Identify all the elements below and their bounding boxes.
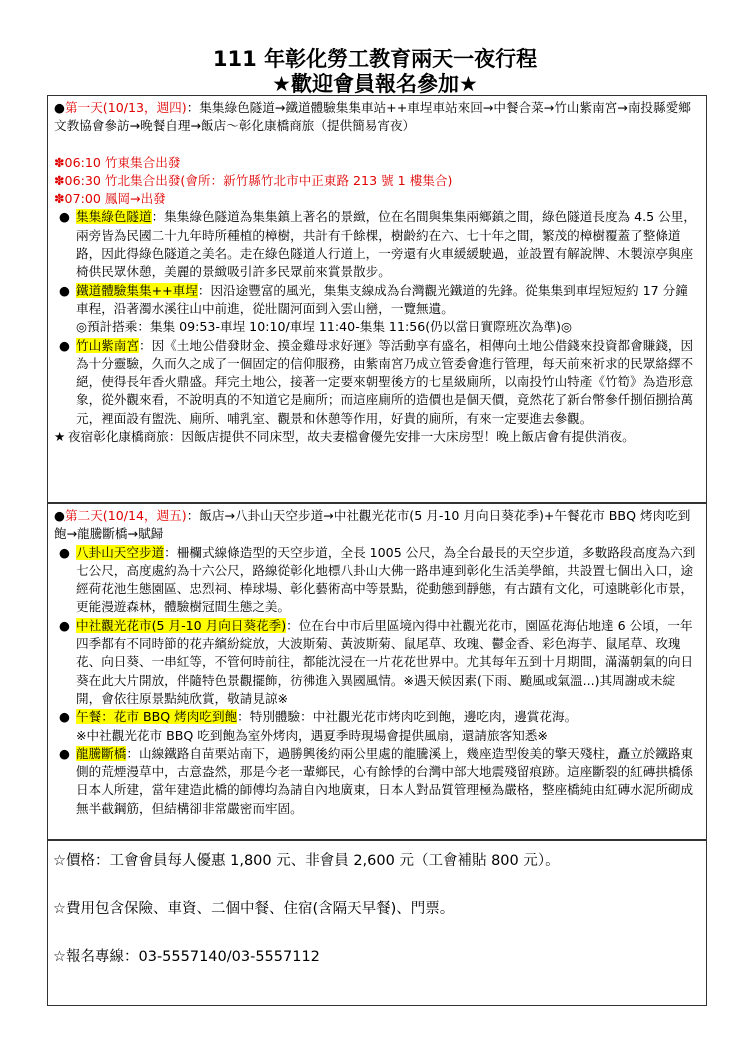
spot-green-tunnel bbox=[54, 208, 700, 281]
departure-zhubei: ✽06:30 竹北集合出發(會所：新竹縣竹北市中正東路 213 號 1 樓集合) bbox=[54, 172, 453, 188]
railway-schedule-note: ◎預計搭乘：集集 09:53-車埕 10:10/車埕 11:40-集集 11:56(仍以當日實際班次為準)◎ bbox=[76, 319, 572, 335]
day1-header bbox=[54, 99, 700, 136]
spot-desc: ：特別體驗：中社觀光花市烤肉吃到飽，邊吃肉，邊賞花海。 bbox=[237, 709, 578, 725]
departure-zhudong: ✽06:10 竹東集合出發 bbox=[54, 154, 181, 170]
day2-header bbox=[54, 507, 700, 544]
spot-name: 午餐：花市 BBQ 烤肉吃到飽 bbox=[76, 709, 238, 725]
day1-label: 第一天(10/13，週四) bbox=[65, 100, 187, 115]
spot-bullet: ● bbox=[59, 709, 70, 725]
day1-section bbox=[47, 95, 707, 503]
departure-fenggang: ✽07:00 鳳岡→出發 bbox=[54, 191, 166, 207]
spot-bullet: ● bbox=[59, 337, 70, 353]
day1-bullet: ● bbox=[54, 100, 65, 115]
spot-desc: ：因《土地公借發財金、摸金雞母求好運》等活動享有盛名，相傳向土地公借錢來投資都會賺錢，因為十分靈驗，久而久之成了一個固定的信仰服務，由紫南宮乃成立管委會進行管理，每天前來祈求的民眾絡繹不絕，使得長年香火鼎盛。拜完土地公，接著一定要來朝聖後方的七星級廁所，以南投竹山特產《竹筍》為造形意象，從外觀來看，不說明真的不知道它是廁所；而這座廁所的造價也是個天價，竟然花了新台幣參仟捌佰捌拾萬元，裡面設有盥洗、廁所、哺乳室、觀景和休憩等作用，好貴的廁所，有來一定要進去參觀。 bbox=[76, 337, 694, 426]
phone-line: ☆報名專線：03-5557140/03-5557112 bbox=[53, 949, 320, 965]
stay-text: 夜宿彰化康橋商旅：因飯店提供不同床型，故夫妻檔會優先安排一大床房型！晚上飯店會有提供消夜。 bbox=[68, 429, 635, 445]
included-line: ☆費用包含保險、車資、二個中餐、住宿(含隔天早餐)、門票。 bbox=[53, 901, 455, 917]
info-section bbox=[47, 840, 707, 1006]
spot-name: 八卦山天空步道 bbox=[76, 544, 165, 560]
spot-name: 中社觀光花市(5 月-10 月向日葵花季) bbox=[76, 617, 287, 633]
spot-desc: ：山線鐵路自苗栗站南下，過勝興後約兩公里處的龍騰溪上，幾座造型俊美的擎天殘柱，矗立於鐵路東側的荒煙漫草中，古意盎然，那是今老一輩鄉民，心有餘悸的台灣中部大地震殘留痕跡。這座斷裂的紅磚拱橋係日本人所建，當年建造此橋的師傅均為請自內地廣東，日本人對品質管理極為嚴格，整座橋純由紅磚水泥所砌成無半截鋼筋，但結構卻非常嚴密而牢固。 bbox=[76, 745, 694, 816]
overnight-stay bbox=[54, 428, 700, 446]
day2-bullet: ● bbox=[54, 508, 65, 523]
spot-desc: ：柵欄式線條造型的天空步道，全長 1005 公尺，為全台最長的天空步道，多數路段高度為六到七公尺，高度處約為十六公尺，路線從彰化地標八卦山大佛一路串連到彰化生活美學館，共設置七個出入口，途經荷花池生態園區、忠烈祠、棒球場、彰化藝術高中等景點，從動態到靜態，有古蹟有文化，可遠眺彰化市景，更能漫遊森林，體驗樹冠間生態之美。 bbox=[76, 544, 696, 615]
spot-name: 鐵道體驗集集++車埕 bbox=[76, 282, 198, 298]
spot-name: 竹山紫南宮 bbox=[76, 337, 139, 353]
spot-name: 集集綠色隧道 bbox=[76, 209, 152, 225]
spot-longteng-bridge bbox=[54, 745, 700, 818]
spot-name: 龍騰斷橋 bbox=[76, 745, 127, 761]
spot-bbq-lunch bbox=[54, 708, 700, 726]
spot-flower-market bbox=[54, 617, 700, 708]
spot-bullet: ● bbox=[59, 745, 70, 761]
bbq-note: ※中社觀光花市 BBQ 吃到飽為室外烤肉，遇夏季時現場會提供風扇，還請旅客知悉※ bbox=[76, 727, 548, 743]
spot-desc: ：因沿途豐富的風光，集集支線成為台灣觀光鐵道的先鋒。從集集到車埕短短約 17 分鐘車程，沿著濁水溪往山中前進，從壯闊河面到入雲山巒，一覽無遺。 bbox=[76, 282, 688, 316]
day2-section bbox=[47, 503, 707, 840]
price-line: ☆價格：工會會員每人優惠 1,800 元、非會員 2,600 元（工會補貼 800 元）。 bbox=[53, 853, 560, 869]
page-subtitle: ★歡迎會員報名參加★ bbox=[272, 72, 478, 96]
spot-railway bbox=[54, 282, 700, 319]
spot-bullet: ● bbox=[59, 209, 70, 225]
page-title: 111 年彰化勞工教育兩天一夜行程 bbox=[212, 47, 538, 71]
spot-desc: ：集集綠色隧道為集集鎮上著名的景緻，位在名間與集集兩鄉鎮之間，綠色隧道長度為 4.5 公里，兩旁皆為民國二十九年時所種植的樟樹，共計有千餘棵，樹齡約在六、七十年之間，繁茂的樟樹覆蓋了整條道路，因此得綠色隧道之美名。走在綠色隧道人行道上，一旁還有火車緩緩駛過，並設置有解說牌、木製涼亭與座椅供民眾休憩，美麗的景緻吸引許多民眾前來賞景散步。 bbox=[76, 209, 696, 280]
spot-desc: ：位在台中市后里區境內得中社觀光花市，園區花海佔地達 6 公頃，一年四季都有不同時節的花卉繽紛綻放，大波斯菊、黃波斯菊、鼠尾草、玫瑰、鬱金香、彩色海芋、鼠尾草、玫瑰花、向日葵、一串紅等，不管何時前往，都能沈浸在一片花花世界中。尤其每年五到十月期間，滿滿朝氣的向日葵在此大片開放，伴隨特色景觀擺飾，彷彿進入異國風情。※遇天候因素(下雨、颱風或氣溫...)其周謝或未綻開，會依往原景點純欣賞，敬請見諒※ bbox=[76, 617, 694, 706]
day2-route: ：飯店→八卦山天空步道→中社觀光花市(5 月-10 月向日葵花季)+午餐花市 BBQ 烤肉吃到飽→龍騰斷橋→賦歸 bbox=[54, 508, 691, 542]
day1-route: ：集集綠色隧道→鐵道體驗集集車站++車埕車站來回→中餐合菜→竹山紫南宮→南投縣愛鄉文教協會參訪→晚餐自理→飯店～彰化康橋商旅（提供簡易宵夜） bbox=[54, 100, 691, 134]
spot-bullet: ● bbox=[59, 282, 70, 298]
spot-bullet: ● bbox=[59, 544, 70, 560]
spot-bullet: ● bbox=[59, 617, 70, 633]
spot-zinan-temple bbox=[54, 337, 700, 428]
star-bullet: ★ bbox=[54, 429, 66, 445]
day2-label: 第二天(10/14，週五) bbox=[65, 508, 187, 523]
spot-sky-walk bbox=[54, 544, 700, 617]
